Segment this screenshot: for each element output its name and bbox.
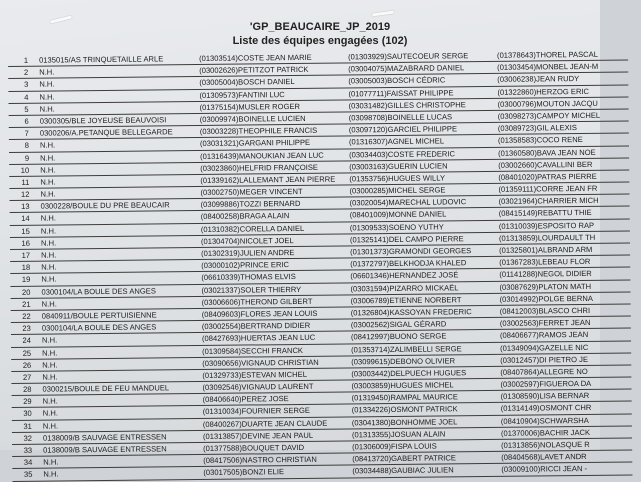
- club-name: 0138009/B SAUVAGE ENTRESSEN: [42, 432, 167, 443]
- club-name: N.H.: [41, 250, 57, 260]
- player-2: (03031594)PIZARRO MICKAËL: [350, 282, 459, 293]
- player-2: (01313355)JOSUAN ALAIN: [351, 429, 446, 440]
- player-3: (01359111)CORRE JEAN FR: [498, 183, 598, 194]
- player-3: (01141288)NEGOL DIDIER: [499, 269, 592, 280]
- player-3: (08404568)LAVET ANDR: [501, 452, 587, 463]
- player-2: (03097120)GARCIEL PHILIPPE: [348, 124, 458, 135]
- club-name: N.H.: [43, 469, 59, 480]
- team-number: 19: [21, 275, 31, 285]
- club-name: N.H.: [42, 408, 58, 419]
- player-2: (03098708)BOINELLE LUCAS: [348, 112, 453, 123]
- team-number: 14: [21, 214, 30, 224]
- team-number: 27: [22, 372, 32, 382]
- club-name: N.H.: [41, 299, 57, 309]
- player-3: (01303454)MONBEL JEAN-M: [497, 62, 599, 73]
- player-2: (01306009)FISPA LOUIS: [352, 441, 437, 452]
- player-3: (01314149)OSMONT CHR: [500, 403, 592, 414]
- team-number: 33: [23, 445, 33, 455]
- player-1: (01316439)MANOUKIAN JEAN LUC: [200, 150, 324, 161]
- team-number: 35: [23, 470, 33, 480]
- club-name: N.H.: [39, 92, 55, 102]
- club-name: N.H.: [40, 238, 57, 248]
- team-number: 17: [21, 250, 31, 260]
- player-2: (01303929)SAUTECOEUR SERGE: [347, 51, 469, 62]
- club-name: N.H.: [41, 274, 57, 285]
- player-3: (01325801)ALBRAND ARM: [499, 244, 593, 255]
- player-3: (03000796)MOUTON JACQU: [497, 98, 598, 109]
- team-number: 11: [21, 177, 30, 187]
- player-2: (08413720)GABERT PATRICE: [352, 453, 456, 464]
- player-3: (03002660)CAVALLINI BER: [498, 159, 593, 170]
- player-2: (03003163)GUERIN LUCIEN: [349, 161, 448, 172]
- club-name: N.H.: [40, 226, 57, 236]
- team-number: 5: [24, 104, 29, 114]
- player-3: (03098273)CAMPOY MICHEL: [497, 110, 601, 121]
- team-number: 13: [21, 202, 30, 212]
- teams-table: [8, 49, 632, 482]
- player-1: (08406640)PEREZ JOSE: [202, 394, 289, 405]
- team-number: 28: [23, 384, 32, 394]
- player-3: (08415149)REBATTU THIE: [498, 208, 592, 219]
- club-name: 0300104/LA BOULE DES ANGES: [41, 286, 156, 297]
- player-2: (03034488)GAUBIAC JULIEN: [352, 465, 454, 476]
- document-subtitle: Liste des équipes engagées (102): [232, 35, 408, 47]
- team-number: 22: [22, 311, 31, 321]
- player-1: (03009974)BOINELLE LUCIEN: [199, 113, 306, 124]
- player-2: (03006789)ETIENNE NORBERT: [350, 295, 462, 306]
- player-1: (01310034)FOURNIER SERGE: [202, 406, 310, 417]
- club-name: 0840911/BOULE PERTUISIENNE: [41, 310, 157, 321]
- player-1: (01310382)CORELLA DANIEL: [200, 223, 305, 234]
- player-2: (01353714)ZALIMBELLI SERGE: [351, 343, 462, 354]
- team-number: 32: [23, 433, 33, 443]
- player-1: (01302319)JULIEN ANDRE: [201, 248, 295, 258]
- club-name: N.H.: [42, 421, 59, 431]
- club-name: N.H.: [43, 457, 59, 467]
- player-2: (03041380)BONHOMME JOEL: [351, 416, 458, 428]
- player-3: (08401020)PATRAS PIERRE: [498, 171, 597, 182]
- player-3: (01378643)THOREL PASCAL: [496, 49, 598, 60]
- player-3: (03021964)CHARRIER MICH: [498, 196, 599, 207]
- player-2: (06601346)HERNANDEZ JOSÉ: [350, 270, 459, 281]
- player-3: (08407864)ALLEGRE NO: [500, 366, 588, 377]
- player-3: (08410904)SCHWARSHA: [500, 415, 589, 426]
- club-name: 0138009/B SAUVAGE ENTRESSEN: [43, 444, 167, 455]
- team-number: 8: [24, 141, 29, 151]
- club-name: 0300104/LA BOULE DES ANGES: [41, 322, 157, 333]
- player-1: (03002626)PETITZOT PATRICK: [199, 65, 309, 76]
- team-number: 29: [23, 397, 32, 407]
- club-name: N.H.: [40, 153, 56, 163]
- player-3: (01360580)BAVA JEAN NOE: [498, 147, 596, 158]
- club-name: N.H.: [42, 396, 58, 406]
- club-name: N.H.: [42, 372, 58, 382]
- team-number: 12: [20, 189, 30, 199]
- document-title: 'GP_BEAUCAIRE_JP_2019: [249, 21, 391, 33]
- player-3: (03089723)GIL ALEXIS: [497, 123, 577, 133]
- player-1: (06610339)THOMAS ELVIS: [201, 272, 296, 283]
- player-1: (01377588)BOUQUET DAVID: [203, 442, 305, 453]
- player-3: (01313856)NOLASQUE R: [501, 439, 590, 450]
- player-2: (03002562)SIGAL GÉRARD: [350, 319, 447, 330]
- club-name: N.H.: [40, 165, 56, 175]
- club-name: 0300215/BOULE DE FEU MANDUEL: [42, 383, 170, 394]
- team-number: 3: [24, 80, 29, 90]
- club-name: N.H.: [39, 104, 55, 114]
- team-number: 20: [21, 287, 31, 297]
- player-2: (08401009)MONNE DANIEL: [349, 209, 447, 220]
- player-1: (03005004)BOSCH DANIEL: [199, 77, 295, 88]
- team-number: 34: [23, 457, 33, 468]
- team-number: 15: [21, 226, 30, 236]
- player-1: (03002554)BERTRAND DIDIER: [201, 320, 311, 332]
- team-number: 16: [21, 238, 31, 248]
- player-1: (08400267)DUARTE JEAN CLAUDE: [202, 418, 328, 429]
- player-3: (03009100)RICCI JEAN -: [501, 464, 588, 475]
- club-name: N.H.: [41, 335, 58, 345]
- player-2: (08412997)BUONO SERGE: [350, 331, 447, 342]
- team-number: 2: [23, 67, 29, 78]
- player-3: (01358583)COCO RENE: [497, 135, 583, 146]
- player-1: (08409603)FLORES JEAN LOUIS: [201, 308, 318, 319]
- club-name: N.H.: [40, 189, 56, 199]
- player-3: (01310039)ESPOSITO RAP: [498, 220, 595, 231]
- player-2: (03034403)COSTE FREDERIC: [349, 148, 456, 159]
- player-1: (01304704)NICOLET JOEL: [200, 235, 294, 246]
- club-name: N.H.: [42, 348, 58, 358]
- player-3: (03006238)JEAN RUDY: [497, 74, 580, 85]
- player-2: (03005003)BOSCH CÉDRIC: [348, 75, 446, 86]
- team-number: 21: [22, 299, 31, 309]
- player-2: (01319450)RAMPAL MAURICE: [351, 392, 459, 403]
- player-2: (01325141)DEL CAMPO PIERRE: [349, 234, 464, 245]
- team-number: 6: [24, 116, 29, 126]
- club-name: N.H.: [40, 177, 56, 187]
- club-name: N.H.: [39, 79, 55, 90]
- player-1: (03099886)TOZZI BERNARD: [200, 199, 301, 210]
- club-name: 0300228/BOULE DU PRE BEAUCAIR: [40, 200, 170, 211]
- player-1: (01309584)SECCHI FRANCK: [202, 345, 304, 356]
- player-1: (08427693)HUERTAS JEAN LUC: [201, 333, 316, 344]
- staple-right: [372, 10, 394, 16]
- player-2: (01372797)BELKHODJA KHALED: [350, 258, 467, 269]
- player-1: (01375154)MUSLER ROGER: [199, 101, 301, 112]
- player-1: (03090656)VIGNAUD CHRISTIAN: [202, 357, 319, 368]
- player-2: (01301373)GRAMONDI GEORGES: [350, 246, 472, 257]
- team-number: 31: [23, 421, 32, 431]
- team-number: 4: [24, 92, 29, 102]
- player-2: (01353756)HUGUES WILLY: [349, 173, 446, 184]
- player-1: (03031321)GARGANI PHILIPPE: [199, 138, 311, 149]
- player-1: (08417506)NASTRO CHRISTIAN: [203, 454, 317, 466]
- player-1: (03017505)BONZI ELIE: [203, 467, 285, 478]
- player-3: (01349094)GAZELLE NIC: [500, 342, 589, 353]
- club-name: 0135015/AS TRINQUETAILLE ARLE: [39, 54, 164, 65]
- club-name: N.H.: [41, 262, 57, 272]
- player-2: (03099615)DEBONO OLIVIER: [351, 356, 456, 367]
- player-2: (01316307)AGNEL MICHEL: [348, 136, 445, 147]
- player-1: (08400258)BRAGA ALAIN: [200, 211, 290, 222]
- team-number: 7: [24, 128, 29, 138]
- player-3: (03014992)POLGE BERNA: [499, 293, 593, 304]
- player-1: (01313857)DEVINE JEAN PAUL: [202, 430, 314, 441]
- player-2: (03020054)MARECHAL LUDOVIC: [349, 197, 467, 208]
- team-number: 26: [22, 360, 32, 370]
- player-1: (03023860)HELFRID FRANÇOISE: [200, 162, 318, 173]
- team-number: 23: [22, 323, 31, 333]
- team-number: 9: [24, 153, 30, 163]
- player-1: (01339162)LALLEMANT JEAN PIERRE: [200, 174, 336, 185]
- player-3: (08406677)RAMOS JEAN: [499, 330, 589, 341]
- player-1: (01329733)ESTEVAN MICHEL: [202, 369, 307, 380]
- player-3: (01370006)BACHIR JACK: [500, 427, 591, 438]
- player-2: (03003442)DELPUECH HUGUES: [351, 368, 467, 379]
- club-name: 0300206/A.PETANQUE BELLEGARDE: [39, 127, 173, 138]
- player-3: (01308590)LISA BERNAR: [500, 391, 590, 402]
- player-2: (03031482)GILLES CHRISTOPHE: [348, 99, 466, 111]
- team-number: 1: [23, 55, 29, 65]
- player-3: (03002597)FIGUEROA DA: [500, 378, 592, 389]
- player-1: (03002750)MEGER VINCENT: [200, 186, 303, 198]
- team-number: 30: [23, 409, 32, 419]
- club-name: N.H.: [39, 67, 55, 77]
- player-2: (01077711)FAISSAT PHILIPPE: [348, 87, 454, 98]
- player-3: (01322860)HERZOG ERIC: [497, 86, 590, 97]
- player-3: (01313859)LOURDAULT TH: [498, 232, 596, 243]
- club-name: N.H.: [42, 360, 58, 370]
- player-3: (01367283)LEBEAU FLOR: [499, 257, 591, 268]
- player-1: (03092546)VIGNAUD LAURENT: [202, 381, 314, 393]
- team-number: 25: [22, 348, 32, 358]
- player-2: (01334226)OSMONT PATRICK: [351, 404, 458, 415]
- player-1: (03000102)PRINCE ERIC: [201, 260, 290, 271]
- player-3: (03012457)DI PIETRO JE: [500, 354, 589, 365]
- player-1: (01309573)FANTINI LUC: [199, 89, 285, 100]
- club-name: 0300305/BLE JOYEUSE BEAUVOISI: [39, 115, 167, 126]
- player-3: (08412003)BLASCO CHRI: [499, 305, 591, 316]
- team-number: 24: [22, 336, 32, 346]
- player-2: (03000285)MICHEL SERGE: [349, 185, 446, 196]
- player-1: (03021337)SOLER THIERRY: [201, 284, 302, 295]
- player-1: (01303514)COSTE JEAN MARIE: [199, 52, 312, 63]
- player-3: (03087629)PLATON MATH: [499, 281, 592, 292]
- team-number: 10: [20, 165, 30, 175]
- player-1: (03003228)THEOPHILE FRANCIS: [199, 125, 318, 137]
- player-3: (03002563)FERRET JEAN: [499, 318, 591, 328]
- club-name: N.H.: [40, 213, 56, 224]
- club-name: N.H.: [39, 140, 56, 150]
- player-2: (01309533)SOENO YUTHY: [349, 222, 444, 233]
- player-1: (03006606)THEROND GILBERT: [201, 296, 313, 307]
- team-number: 18: [21, 262, 31, 273]
- player-2: (03003859)HUGUES MICHEL: [351, 380, 454, 391]
- player-2: (01326804)KASSOYAN FREDERIC: [350, 307, 472, 318]
- player-2: (03004075)MAZABRARD DANIEL: [348, 63, 465, 74]
